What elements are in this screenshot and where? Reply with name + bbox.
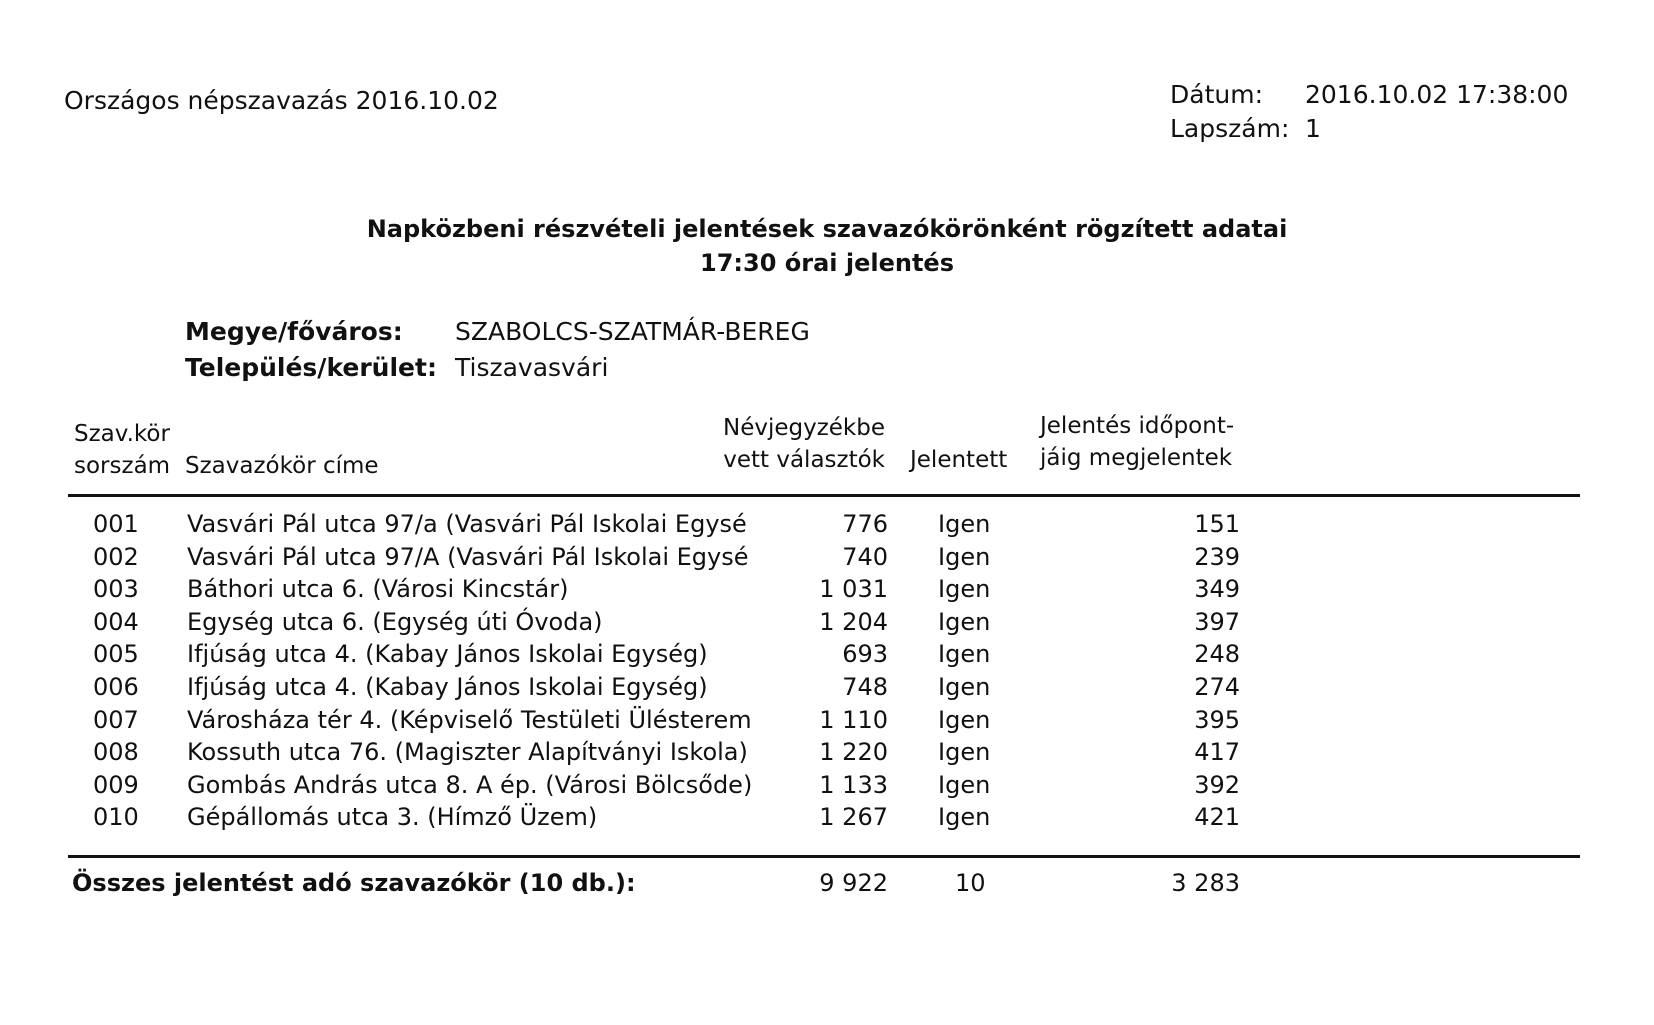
page-number-row: [1170, 112, 1568, 146]
station-address: Gépállomás utca 3. (Hímző Üzem): [187, 803, 598, 832]
station-number: 007: [93, 705, 139, 734]
column-header-address: Szavazókör címe: [185, 453, 379, 479]
settlement-value: Tiszavasvári: [455, 353, 609, 382]
reported-status: Igen: [938, 705, 991, 734]
reported-status: Igen: [938, 510, 991, 538]
attendance-count: 395: [1194, 705, 1240, 734]
total-reported: 10: [955, 869, 986, 897]
report-title: Napközbeni részvételi jelentések szavazókörönként rögzített adatai: [366, 215, 1288, 243]
attendance-count: 392: [1194, 770, 1240, 799]
table-row: [0, 704, 1654, 737]
county-row: [185, 314, 810, 350]
station-number: 010: [93, 803, 139, 832]
attendance-count: 248: [1194, 640, 1240, 669]
column-header-attendance-line2: jáig megjelentek: [1040, 445, 1233, 471]
registered-voters: 1 031: [819, 575, 888, 604]
reported-status: Igen: [938, 672, 991, 701]
registered-voters: 1 220: [819, 738, 888, 767]
registered-voters: 740: [842, 542, 888, 571]
registered-voters: 1 267: [819, 803, 888, 832]
column-header-number-line2: sorszám: [74, 453, 171, 479]
station-number: 005: [93, 640, 139, 669]
report-meta: [1170, 78, 1568, 146]
settlement-row: [185, 350, 810, 386]
reported-status: Igen: [938, 770, 991, 799]
station-number: 004: [93, 607, 139, 636]
registered-voters: 693: [842, 640, 888, 669]
column-header-registered: [700, 412, 885, 476]
total-registered: 9 922: [819, 869, 888, 897]
table-row: [0, 508, 1654, 541]
column-header-reported: Jelentett: [910, 447, 1008, 473]
station-number: 008: [93, 738, 139, 767]
column-header-attendance: [1040, 410, 1234, 474]
report-subtitle: 17:30 órai jelentés: [700, 249, 954, 277]
date-row: [1170, 78, 1568, 112]
station-address: Vasvári Pál utca 97/a (Vasvári Pál Iskolai Egysé: [187, 510, 747, 538]
election-title: Országos népszavazás 2016.10.02: [64, 86, 499, 115]
total-row: [0, 866, 1654, 900]
registered-voters: 776: [842, 510, 888, 538]
total-label: Összes jelentést adó szavazókör (10 db.):: [72, 869, 636, 897]
header-divider: [68, 494, 1580, 497]
registered-voters: 748: [842, 672, 888, 701]
station-number: 006: [93, 672, 139, 701]
page-number-value: 1: [1305, 114, 1321, 143]
county-label: Megye/főváros:: [185, 317, 403, 346]
station-address: Vasvári Pál utca 97/A (Vasvári Pál Iskolai Egysé: [187, 542, 749, 571]
station-address: Egység utca 6. (Egység úti Óvoda): [187, 607, 603, 636]
reported-status: Igen: [938, 542, 991, 571]
attendance-count: 274: [1194, 672, 1240, 701]
table-row: [0, 801, 1654, 834]
table-row: [0, 541, 1654, 574]
column-header-registered-line1: Névjegyzékbe: [722, 415, 885, 441]
date-value: 2016.10.02 17:38:00: [1305, 80, 1569, 109]
total-attendance: 3 283: [1171, 869, 1240, 897]
date-label: Dátum:: [1170, 80, 1263, 109]
attendance-count: 239: [1194, 542, 1240, 571]
reported-status: Igen: [938, 575, 991, 604]
table-row: [0, 638, 1654, 671]
total-divider: [68, 855, 1580, 858]
attendance-count: 151: [1194, 510, 1240, 538]
settlement-label: Település/kerület:: [185, 353, 437, 382]
attendance-count: 349: [1194, 575, 1240, 604]
attendance-count: 421: [1194, 803, 1240, 832]
station-address: Ifjúság utca 4. (Kabay János Iskolai Egység): [187, 640, 708, 669]
reported-status: Igen: [938, 640, 991, 669]
location-info: [185, 314, 810, 386]
column-header-registered-line2: vett választók: [723, 447, 885, 473]
column-header-number-line1: Szav.kör: [74, 421, 170, 447]
table-row: [0, 573, 1654, 606]
attendance-count: 417: [1194, 738, 1240, 767]
attendance-count: 397: [1194, 607, 1240, 636]
station-address: Városháza tér 4. (Képviselő Testületi Ülésterem: [187, 705, 752, 734]
column-header-attendance-line1: Jelentés időpont-: [1040, 413, 1235, 439]
station-number: 001: [93, 510, 139, 538]
reported-status: Igen: [938, 738, 991, 767]
county-value: SZABOLCS-SZATMÁR-BEREG: [455, 317, 810, 346]
column-header-number: [74, 418, 170, 482]
station-address: Ifjúság utca 4. (Kabay János Iskolai Egység): [187, 672, 708, 701]
registered-voters: 1 133: [819, 770, 888, 799]
registered-voters: 1 204: [819, 607, 888, 636]
station-address: Kossuth utca 76. (Magiszter Alapítványi Iskola): [187, 738, 748, 767]
reported-status: Igen: [938, 803, 991, 832]
table-row: [0, 606, 1654, 639]
station-number: 003: [93, 575, 139, 604]
table-row: [0, 671, 1654, 704]
polling-station-table: [0, 508, 1654, 834]
table-row: [0, 736, 1654, 769]
page-number-label: Lapszám:: [1170, 114, 1290, 143]
table-row: [0, 769, 1654, 802]
station-number: 009: [93, 770, 139, 799]
station-address: Gombás András utca 8. A ép. (Városi Bölcsőde): [187, 770, 752, 799]
station-address: Báthori utca 6. (Városi Kincstár): [187, 575, 569, 604]
registered-voters: 1 110: [819, 705, 888, 734]
station-number: 002: [93, 542, 139, 571]
reported-status: Igen: [938, 607, 991, 636]
